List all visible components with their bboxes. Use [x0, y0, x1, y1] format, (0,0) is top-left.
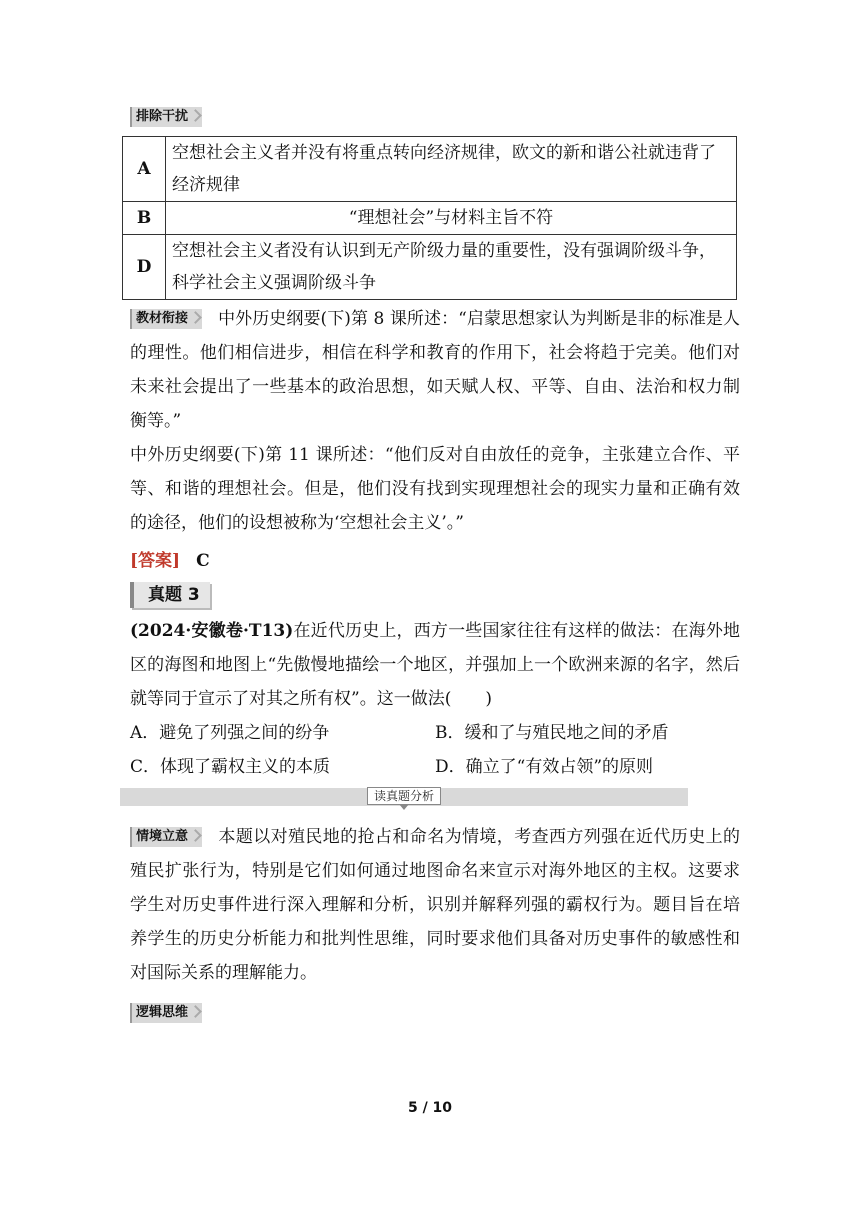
- table-row: [123, 235, 737, 300]
- exclude-section-header: [130, 100, 740, 134]
- analysis-divider: [120, 788, 688, 806]
- option-explanation: “理想社会”与材料主旨不符: [166, 202, 737, 235]
- context-tag: 情境立意: [130, 827, 202, 847]
- question-source: (2024·安徽卷·T13): [130, 621, 294, 641]
- exclude-table: [122, 136, 737, 300]
- option-key: D: [123, 235, 166, 300]
- table-row: [123, 137, 737, 202]
- logic-tag: 逻辑思维: [130, 1003, 202, 1023]
- question-text: 在近代历史上，西方一些国家往往有这样的做法：在海外地区的海图和地图上“先傲慢地描绘一个地区，并强加上一个欧洲来源的名字，然后就等同于宣示了对其之所有权”。这一做法( ): [130, 621, 741, 709]
- option-c[interactable]: C．体现了霸权主义的本质: [130, 757, 331, 777]
- textbook-paragraph-2: 中外历史纲要(下)第 11 课所述：“他们反对自由放任的竞争，主张建立合作、平等、和谐的理想社会。但是，他们没有找到实现理想社会的现实力量和正确有效的途径，他们的设想被称为‘空想社会主义’。”: [130, 445, 740, 533]
- context-text: 本题以对殖民地的抢占和命名为情境，考查西方列强在近代历史上的殖民扩张行为，特别是它们如何通过地图命名来宣示对海外地区的主权。这要求学生对历史事件进行深入理解和分析，识别并解释列强的霸权行为。题目旨在培养学生的历史分析能力和批判性思维，同时要求他们具备对历史事件的敏感性和对国际关系的理解能力。: [130, 827, 740, 983]
- answer-line: [130, 544, 740, 578]
- option-key: A: [123, 137, 166, 202]
- textbook-text-1: 中外历史纲要(下)第 8 课所述：“启蒙思想家认为判断是非的标准是人的理性。他们相信进步，相信在科学和教育的作用下，社会将趋于完美。他们对未来社会提出了一些基本的政治思想，如天赋人权、平等、自由、法治和权力制衡等。”: [130, 309, 740, 431]
- question-options: [130, 716, 740, 784]
- logic-section-header: [130, 996, 740, 1030]
- exclude-tag: 排除干扰: [130, 107, 202, 127]
- textbook-paragraph-1: [130, 302, 740, 438]
- option-b[interactable]: B．缓和了与殖民地之间的矛盾: [435, 723, 669, 743]
- option-d[interactable]: D．确立了“有效占领”的原则: [435, 757, 654, 777]
- option-explanation: 空想社会主义者没有认识到无产阶级力量的重要性，没有强调阶级斗争，科学社会主义强调阶级斗争: [166, 235, 737, 300]
- answer-value: C: [196, 551, 210, 571]
- page-content: [130, 98, 740, 1030]
- page-number: 5 / 10: [407, 1100, 453, 1116]
- question-heading: 真题 3: [130, 582, 210, 608]
- option-key: B: [123, 202, 166, 235]
- analysis-label: 读真题分析: [367, 787, 441, 805]
- option-explanation: 空想社会主义者并没有将重点转向经济规律，欧文的新和谐公社就违背了经济规律: [166, 137, 737, 202]
- answer-label: [答案]: [130, 551, 181, 571]
- option-a[interactable]: A．避免了列强之间的纷争: [130, 723, 330, 743]
- context-paragraph: [130, 820, 740, 990]
- question-stem: [130, 614, 740, 716]
- textbook-tag: 教材衔接: [130, 309, 202, 329]
- table-row: [123, 202, 737, 235]
